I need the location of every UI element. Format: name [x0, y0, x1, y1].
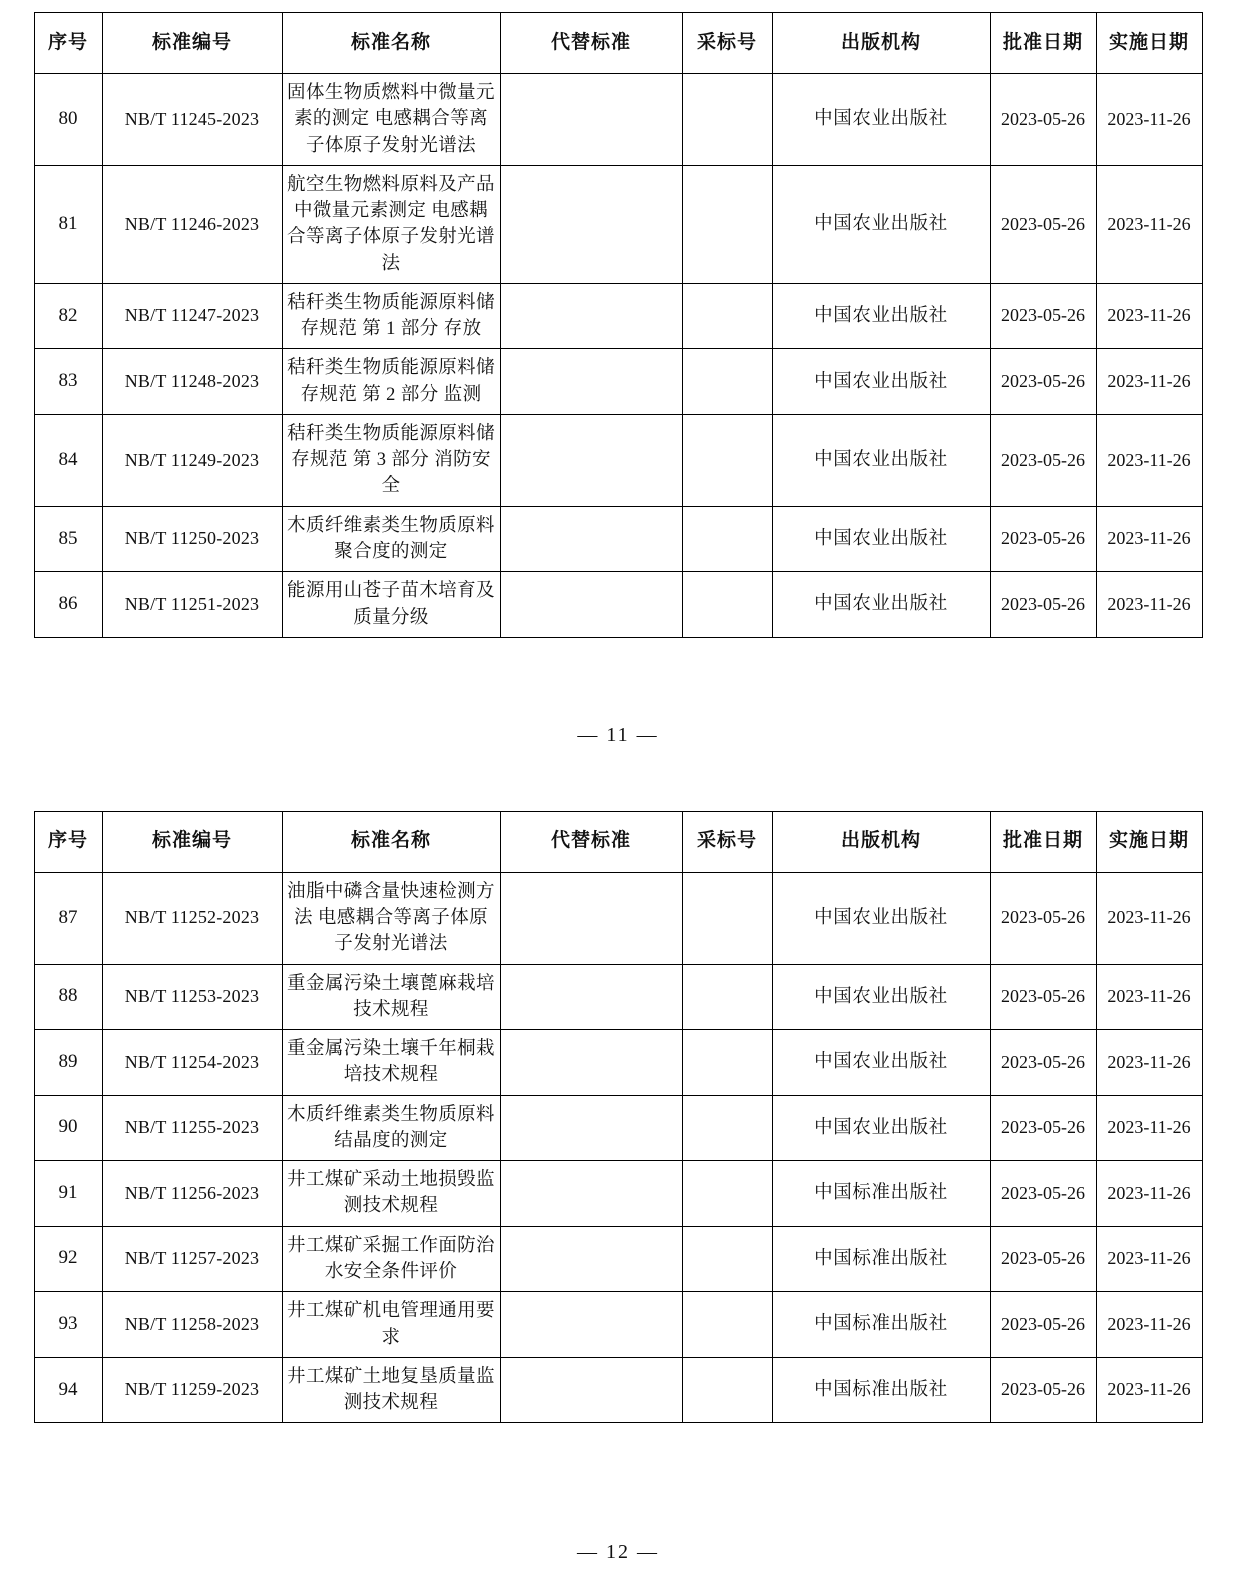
cell-name: 木质纤维素类生物质原料结晶度的测定 — [282, 1095, 500, 1161]
table-row — [34, 872, 1202, 964]
standards-table-page-11 — [34, 12, 1203, 638]
page-break-spacer-2 — [0, 747, 1236, 811]
cell-seq: 81 — [34, 165, 102, 283]
cell-seq: 88 — [34, 964, 102, 1030]
column-header-name: 标准名称 — [282, 811, 500, 872]
table-row — [34, 1030, 1202, 1096]
cell-name: 井工煤矿机电管理通用要求 — [282, 1292, 500, 1358]
cell-publisher: 中国农业出版社 — [772, 872, 990, 964]
cell-approval: 2023-05-26 — [990, 506, 1096, 572]
cell-name: 秸秆类生物质能源原料储存规范 第 1 部分 存放 — [282, 283, 500, 349]
cell-approval: 2023-05-26 — [990, 1226, 1096, 1292]
cell-seq: 92 — [34, 1226, 102, 1292]
cell-code: NB/T 11251-2023 — [102, 572, 282, 638]
cell-code: NB/T 11249-2023 — [102, 414, 282, 506]
cell-seq: 94 — [34, 1357, 102, 1423]
cell-publisher: 中国农业出版社 — [772, 1095, 990, 1161]
cell-publisher: 中国农业出版社 — [772, 165, 990, 283]
cell-implement: 2023-11-26 — [1096, 349, 1202, 415]
cell-name: 重金属污染土壤蓖麻栽培技术规程 — [282, 964, 500, 1030]
cell-adopt — [682, 1226, 772, 1292]
column-header-publisher: 出版机构 — [772, 13, 990, 74]
standards-table-page-12-wrapper — [0, 811, 1236, 1424]
cell-adopt — [682, 1161, 772, 1227]
cell-code: NB/T 11246-2023 — [102, 165, 282, 283]
cell-replaced — [500, 414, 682, 506]
cell-adopt — [682, 506, 772, 572]
cell-approval: 2023-05-26 — [990, 1292, 1096, 1358]
cell-code: NB/T 11252-2023 — [102, 872, 282, 964]
cell-approval: 2023-05-26 — [990, 165, 1096, 283]
cell-code: NB/T 11247-2023 — [102, 283, 282, 349]
cell-implement: 2023-11-26 — [1096, 572, 1202, 638]
cell-publisher: 中国农业出版社 — [772, 414, 990, 506]
cell-replaced — [500, 1226, 682, 1292]
cell-publisher: 中国农业出版社 — [772, 74, 990, 166]
column-header-code: 标准编号 — [102, 811, 282, 872]
cell-seq: 84 — [34, 414, 102, 506]
cell-adopt — [682, 1030, 772, 1096]
cell-seq: 90 — [34, 1095, 102, 1161]
cell-name: 秸秆类生物质能源原料储存规范 第 2 部分 监测 — [282, 349, 500, 415]
cell-code: NB/T 11254-2023 — [102, 1030, 282, 1096]
cell-approval: 2023-05-26 — [990, 872, 1096, 964]
table-row — [34, 1161, 1202, 1227]
column-header-approval: 批准日期 — [990, 13, 1096, 74]
table-row — [34, 74, 1202, 166]
cell-implement: 2023-11-26 — [1096, 1095, 1202, 1161]
cell-seq: 82 — [34, 283, 102, 349]
cell-code: NB/T 11250-2023 — [102, 506, 282, 572]
cell-code: NB/T 11258-2023 — [102, 1292, 282, 1358]
standards-table-page-12 — [34, 811, 1203, 1424]
table-row — [34, 1292, 1202, 1358]
table-header-row — [34, 811, 1202, 872]
top-padding — [0, 0, 1236, 12]
table-row — [34, 283, 1202, 349]
cell-seq: 93 — [34, 1292, 102, 1358]
column-header-publisher: 出版机构 — [772, 811, 990, 872]
cell-replaced — [500, 506, 682, 572]
cell-implement: 2023-11-26 — [1096, 872, 1202, 964]
cell-implement: 2023-11-26 — [1096, 1292, 1202, 1358]
table-header-row — [34, 13, 1202, 74]
column-header-code: 标准编号 — [102, 13, 282, 74]
cell-seq: 80 — [34, 74, 102, 166]
cell-replaced — [500, 964, 682, 1030]
table-row — [34, 1095, 1202, 1161]
cell-name: 秸秆类生物质能源原料储存规范 第 3 部分 消防安全 — [282, 414, 500, 506]
cell-name: 航空生物燃料原料及产品中微量元素测定 电感耦合等离子体原子发射光谱法 — [282, 165, 500, 283]
column-header-adopt: 采标号 — [682, 13, 772, 74]
cell-adopt — [682, 872, 772, 964]
page-number-11: — 11 — — [577, 723, 659, 746]
cell-implement: 2023-11-26 — [1096, 165, 1202, 283]
cell-seq: 83 — [34, 349, 102, 415]
cell-name: 井工煤矿采掘工作面防治水安全条件评价 — [282, 1226, 500, 1292]
cell-adopt — [682, 349, 772, 415]
cell-implement: 2023-11-26 — [1096, 283, 1202, 349]
cell-name: 木质纤维素类生物质原料聚合度的测定 — [282, 506, 500, 572]
cell-approval: 2023-05-26 — [990, 1357, 1096, 1423]
cell-publisher: 中国农业出版社 — [772, 283, 990, 349]
cell-implement: 2023-11-26 — [1096, 1357, 1202, 1423]
cell-implement: 2023-11-26 — [1096, 964, 1202, 1030]
column-header-implement: 实施日期 — [1096, 13, 1202, 74]
cell-approval: 2023-05-26 — [990, 1030, 1096, 1096]
column-header-replaced: 代替标准 — [500, 811, 682, 872]
column-header-seq: 序号 — [34, 811, 102, 872]
cell-approval: 2023-05-26 — [990, 1095, 1096, 1161]
cell-code: NB/T 11248-2023 — [102, 349, 282, 415]
cell-seq: 87 — [34, 872, 102, 964]
cell-name: 固体生物质燃料中微量元素的测定 电感耦合等离子体原子发射光谱法 — [282, 74, 500, 166]
table-row — [34, 165, 1202, 283]
cell-adopt — [682, 1357, 772, 1423]
cell-name: 井工煤矿采动土地损毁监测技术规程 — [282, 1161, 500, 1227]
cell-publisher: 中国农业出版社 — [772, 964, 990, 1030]
cell-code: NB/T 11245-2023 — [102, 74, 282, 166]
cell-publisher: 中国农业出版社 — [772, 1030, 990, 1096]
cell-publisher: 中国标准出版社 — [772, 1357, 990, 1423]
table-row — [34, 414, 1202, 506]
cell-name: 井工煤矿土地复垦质量监测技术规程 — [282, 1357, 500, 1423]
cell-adopt — [682, 74, 772, 166]
cell-seq: 85 — [34, 506, 102, 572]
cell-approval: 2023-05-26 — [990, 964, 1096, 1030]
table-row — [34, 1226, 1202, 1292]
cell-name: 能源用山苍子苗木培育及质量分级 — [282, 572, 500, 638]
cell-seq: 86 — [34, 572, 102, 638]
cell-approval: 2023-05-26 — [990, 1161, 1096, 1227]
cell-implement: 2023-11-26 — [1096, 1161, 1202, 1227]
cell-replaced — [500, 74, 682, 166]
cell-implement: 2023-11-26 — [1096, 74, 1202, 166]
cell-seq: 91 — [34, 1161, 102, 1227]
cell-approval: 2023-05-26 — [990, 74, 1096, 166]
cell-code: NB/T 11257-2023 — [102, 1226, 282, 1292]
cell-code: NB/T 11256-2023 — [102, 1161, 282, 1227]
cell-replaced — [500, 1357, 682, 1423]
column-header-name: 标准名称 — [282, 13, 500, 74]
cell-implement: 2023-11-26 — [1096, 1030, 1202, 1096]
cell-approval: 2023-05-26 — [990, 414, 1096, 506]
cell-replaced — [500, 1292, 682, 1358]
cell-implement: 2023-11-26 — [1096, 414, 1202, 506]
column-header-seq: 序号 — [34, 13, 102, 74]
page-break-spacer-1 — [0, 638, 1236, 724]
cell-adopt — [682, 572, 772, 638]
cell-adopt — [682, 165, 772, 283]
column-header-replaced: 代替标准 — [500, 13, 682, 74]
cell-approval: 2023-05-26 — [990, 283, 1096, 349]
cell-adopt — [682, 414, 772, 506]
cell-adopt — [682, 283, 772, 349]
cell-replaced — [500, 1161, 682, 1227]
cell-publisher: 中国标准出版社 — [772, 1292, 990, 1358]
standards-table-page-11-wrapper — [0, 12, 1236, 638]
cell-publisher: 中国农业出版社 — [772, 572, 990, 638]
table-row — [34, 506, 1202, 572]
page-number-12: — 12 — — [577, 1541, 659, 1564]
cell-implement: 2023-11-26 — [1096, 506, 1202, 572]
cell-name: 重金属污染土壤千年桐栽培技术规程 — [282, 1030, 500, 1096]
cell-code: NB/T 11259-2023 — [102, 1357, 282, 1423]
cell-publisher: 中国标准出版社 — [772, 1161, 990, 1227]
cell-replaced — [500, 349, 682, 415]
cell-implement: 2023-11-26 — [1096, 1226, 1202, 1292]
table-row — [34, 349, 1202, 415]
table-row — [34, 964, 1202, 1030]
cell-publisher: 中国农业出版社 — [772, 506, 990, 572]
column-header-adopt: 采标号 — [682, 811, 772, 872]
cell-replaced — [500, 1030, 682, 1096]
cell-replaced — [500, 572, 682, 638]
cell-seq: 89 — [34, 1030, 102, 1096]
cell-approval: 2023-05-26 — [990, 349, 1096, 415]
cell-replaced — [500, 165, 682, 283]
cell-code: NB/T 11253-2023 — [102, 964, 282, 1030]
cell-replaced — [500, 1095, 682, 1161]
cell-replaced — [500, 283, 682, 349]
table-row — [34, 1357, 1202, 1423]
cell-adopt — [682, 1095, 772, 1161]
cell-publisher: 中国标准出版社 — [772, 1226, 990, 1292]
column-header-implement: 实施日期 — [1096, 811, 1202, 872]
table-row — [34, 572, 1202, 638]
cell-code: NB/T 11255-2023 — [102, 1095, 282, 1161]
column-header-approval: 批准日期 — [990, 811, 1096, 872]
cell-publisher: 中国农业出版社 — [772, 349, 990, 415]
cell-adopt — [682, 964, 772, 1030]
cell-adopt — [682, 1292, 772, 1358]
cell-replaced — [500, 872, 682, 964]
cell-approval: 2023-05-26 — [990, 572, 1096, 638]
cell-name: 油脂中磷含量快速检测方法 电感耦合等离子体原子发射光谱法 — [282, 872, 500, 964]
page-break-spacer-3 — [0, 1423, 1236, 1541]
